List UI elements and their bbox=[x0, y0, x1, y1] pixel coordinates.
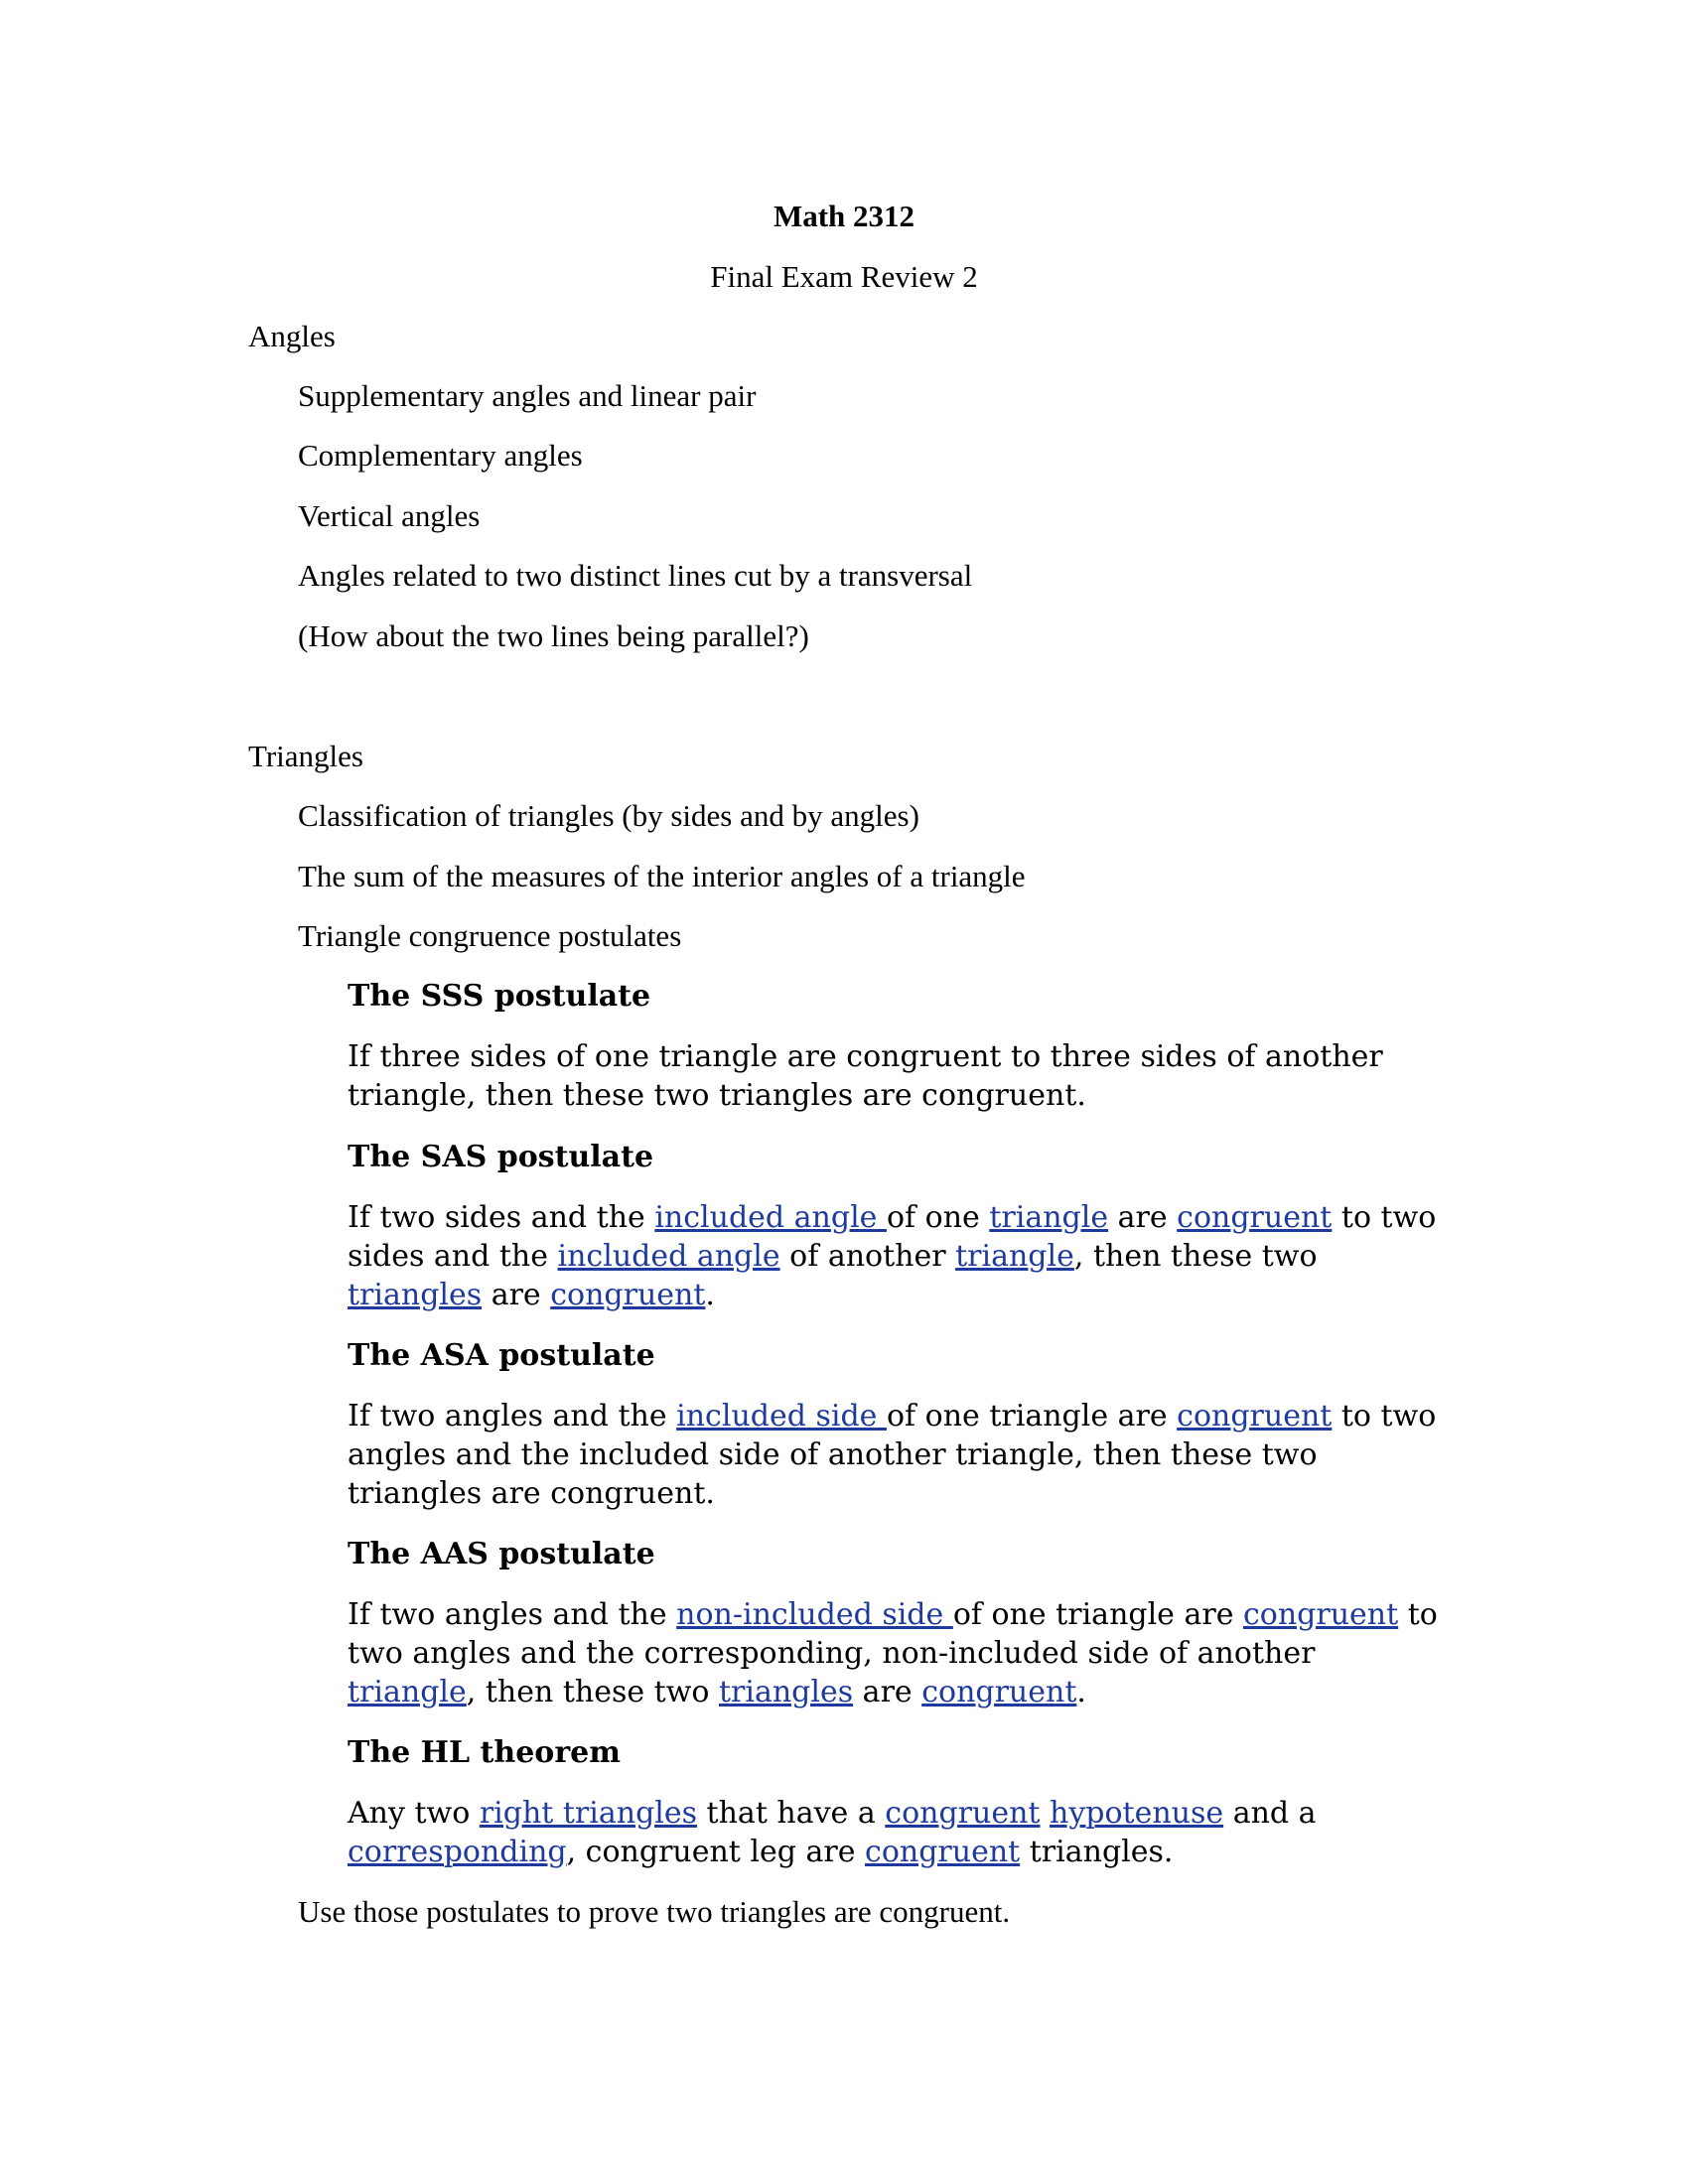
aas-text-part: of one triangle are bbox=[952, 1597, 1243, 1632]
hl-theorem bbox=[348, 1733, 1440, 1871]
asa-heading: The ASA postulate bbox=[348, 1338, 655, 1373]
hl-text-part: triangles. bbox=[1020, 1835, 1174, 1869]
link-included-angle[interactable]: included angle bbox=[557, 1239, 780, 1274]
link-congruent[interactable]: congruent bbox=[1177, 1200, 1333, 1235]
sas-text-part: If two sides and the bbox=[348, 1200, 655, 1235]
list-item: Vertical angles bbox=[298, 498, 481, 533]
hl-heading: The HL theorem bbox=[348, 1735, 621, 1770]
link-triangle[interactable]: triangle bbox=[348, 1675, 467, 1709]
link-triangles[interactable]: triangles bbox=[718, 1675, 854, 1709]
sss-text bbox=[348, 1037, 1440, 1115]
asa-postulate bbox=[348, 1336, 1440, 1513]
document-title: Math 2312 bbox=[773, 199, 915, 233]
sas-heading: The SAS postulate bbox=[348, 1140, 654, 1174]
hl-text-part: that have a bbox=[697, 1796, 886, 1831]
sas-text-part: are bbox=[482, 1278, 551, 1312]
link-congruent[interactable]: congruent bbox=[865, 1835, 1021, 1869]
sas-postulate bbox=[348, 1138, 1440, 1314]
sss-heading: The SSS postulate bbox=[348, 979, 651, 1014]
aas-text-part: to two angles and the corresponding, non-included side of another bbox=[348, 1597, 1438, 1671]
aas-postulate bbox=[348, 1535, 1440, 1711]
list-item: Supplementary angles and linear pair bbox=[298, 378, 757, 413]
hl-text-part: , congruent leg are bbox=[566, 1835, 866, 1869]
link-congruent[interactable]: congruent bbox=[550, 1278, 706, 1312]
link-congruent[interactable]: congruent bbox=[1177, 1399, 1333, 1433]
aas-text-part: If two angles and the bbox=[348, 1597, 677, 1632]
asa-text-part: to two angles and the included side of another triangle, then these two triangles are congruent. bbox=[348, 1399, 1437, 1511]
asa-text-part: of one triangle are bbox=[886, 1399, 1178, 1433]
link-right-triangles[interactable]: right triangles bbox=[479, 1796, 698, 1831]
list-item: Angles related to two distinct lines cut by a transversal bbox=[298, 558, 973, 593]
asa-text bbox=[348, 1397, 1440, 1513]
link-non-included-side[interactable]: non-included side bbox=[676, 1597, 953, 1632]
section-heading-triangles: Triangles bbox=[248, 739, 363, 773]
sas-text-part: are bbox=[1108, 1200, 1178, 1235]
list-item: The sum of the measures of the interior angles of a triangle bbox=[298, 859, 1026, 893]
link-corresponding[interactable]: corresponding bbox=[348, 1835, 567, 1869]
aas-text-part: are bbox=[853, 1675, 922, 1709]
sas-text-part: of another bbox=[779, 1239, 956, 1274]
list-item: Classification of triangles (by sides and by angles) bbox=[298, 798, 919, 833]
sas-text-part: to two sides and the bbox=[348, 1200, 1437, 1274]
sss-text-part: If three sides of one triangle are congruent to three sides of another triangle, then these two triangles are congruent. bbox=[348, 1039, 1383, 1113]
aas-text-part: . bbox=[1076, 1675, 1086, 1709]
asa-text-part: If two angles and the bbox=[348, 1399, 677, 1433]
link-congruent[interactable]: congruent bbox=[1243, 1597, 1399, 1632]
document-subtitle: Final Exam Review 2 bbox=[710, 259, 978, 294]
sas-text bbox=[348, 1198, 1440, 1314]
aas-text-part: , then these two bbox=[466, 1675, 719, 1709]
hl-text-part bbox=[1040, 1796, 1050, 1831]
sas-text-part: . bbox=[705, 1278, 715, 1312]
sas-text-part: of one bbox=[886, 1200, 990, 1235]
hl-text bbox=[348, 1794, 1440, 1871]
link-congruent[interactable]: congruent bbox=[885, 1796, 1041, 1831]
closing-text: Use those postulates to prove two triangles are congruent. bbox=[298, 1894, 1011, 1929]
sas-text-part: , then these two bbox=[1073, 1239, 1318, 1274]
link-triangle[interactable]: triangle bbox=[955, 1239, 1074, 1274]
link-congruent[interactable]: congruent bbox=[921, 1675, 1077, 1709]
link-triangles[interactable]: triangles bbox=[348, 1278, 483, 1312]
aas-heading: The AAS postulate bbox=[348, 1537, 655, 1571]
hl-text-part: and a bbox=[1223, 1796, 1317, 1831]
section-heading-angles: Angles bbox=[248, 319, 336, 353]
hl-text-part: Any two bbox=[348, 1796, 480, 1831]
list-item: Complementary angles bbox=[298, 438, 583, 473]
aas-text bbox=[348, 1595, 1440, 1711]
list-item: Triangle congruence postulates bbox=[298, 918, 682, 953]
link-included-side[interactable]: included side bbox=[676, 1399, 887, 1433]
link-hypotenuse[interactable]: hypotenuse bbox=[1050, 1796, 1224, 1831]
list-item: (How about the two lines being parallel?) bbox=[298, 618, 809, 653]
link-included-angle[interactable]: included angle bbox=[654, 1200, 887, 1235]
sss-postulate bbox=[348, 977, 1440, 1115]
link-triangle[interactable]: triangle bbox=[989, 1200, 1109, 1235]
